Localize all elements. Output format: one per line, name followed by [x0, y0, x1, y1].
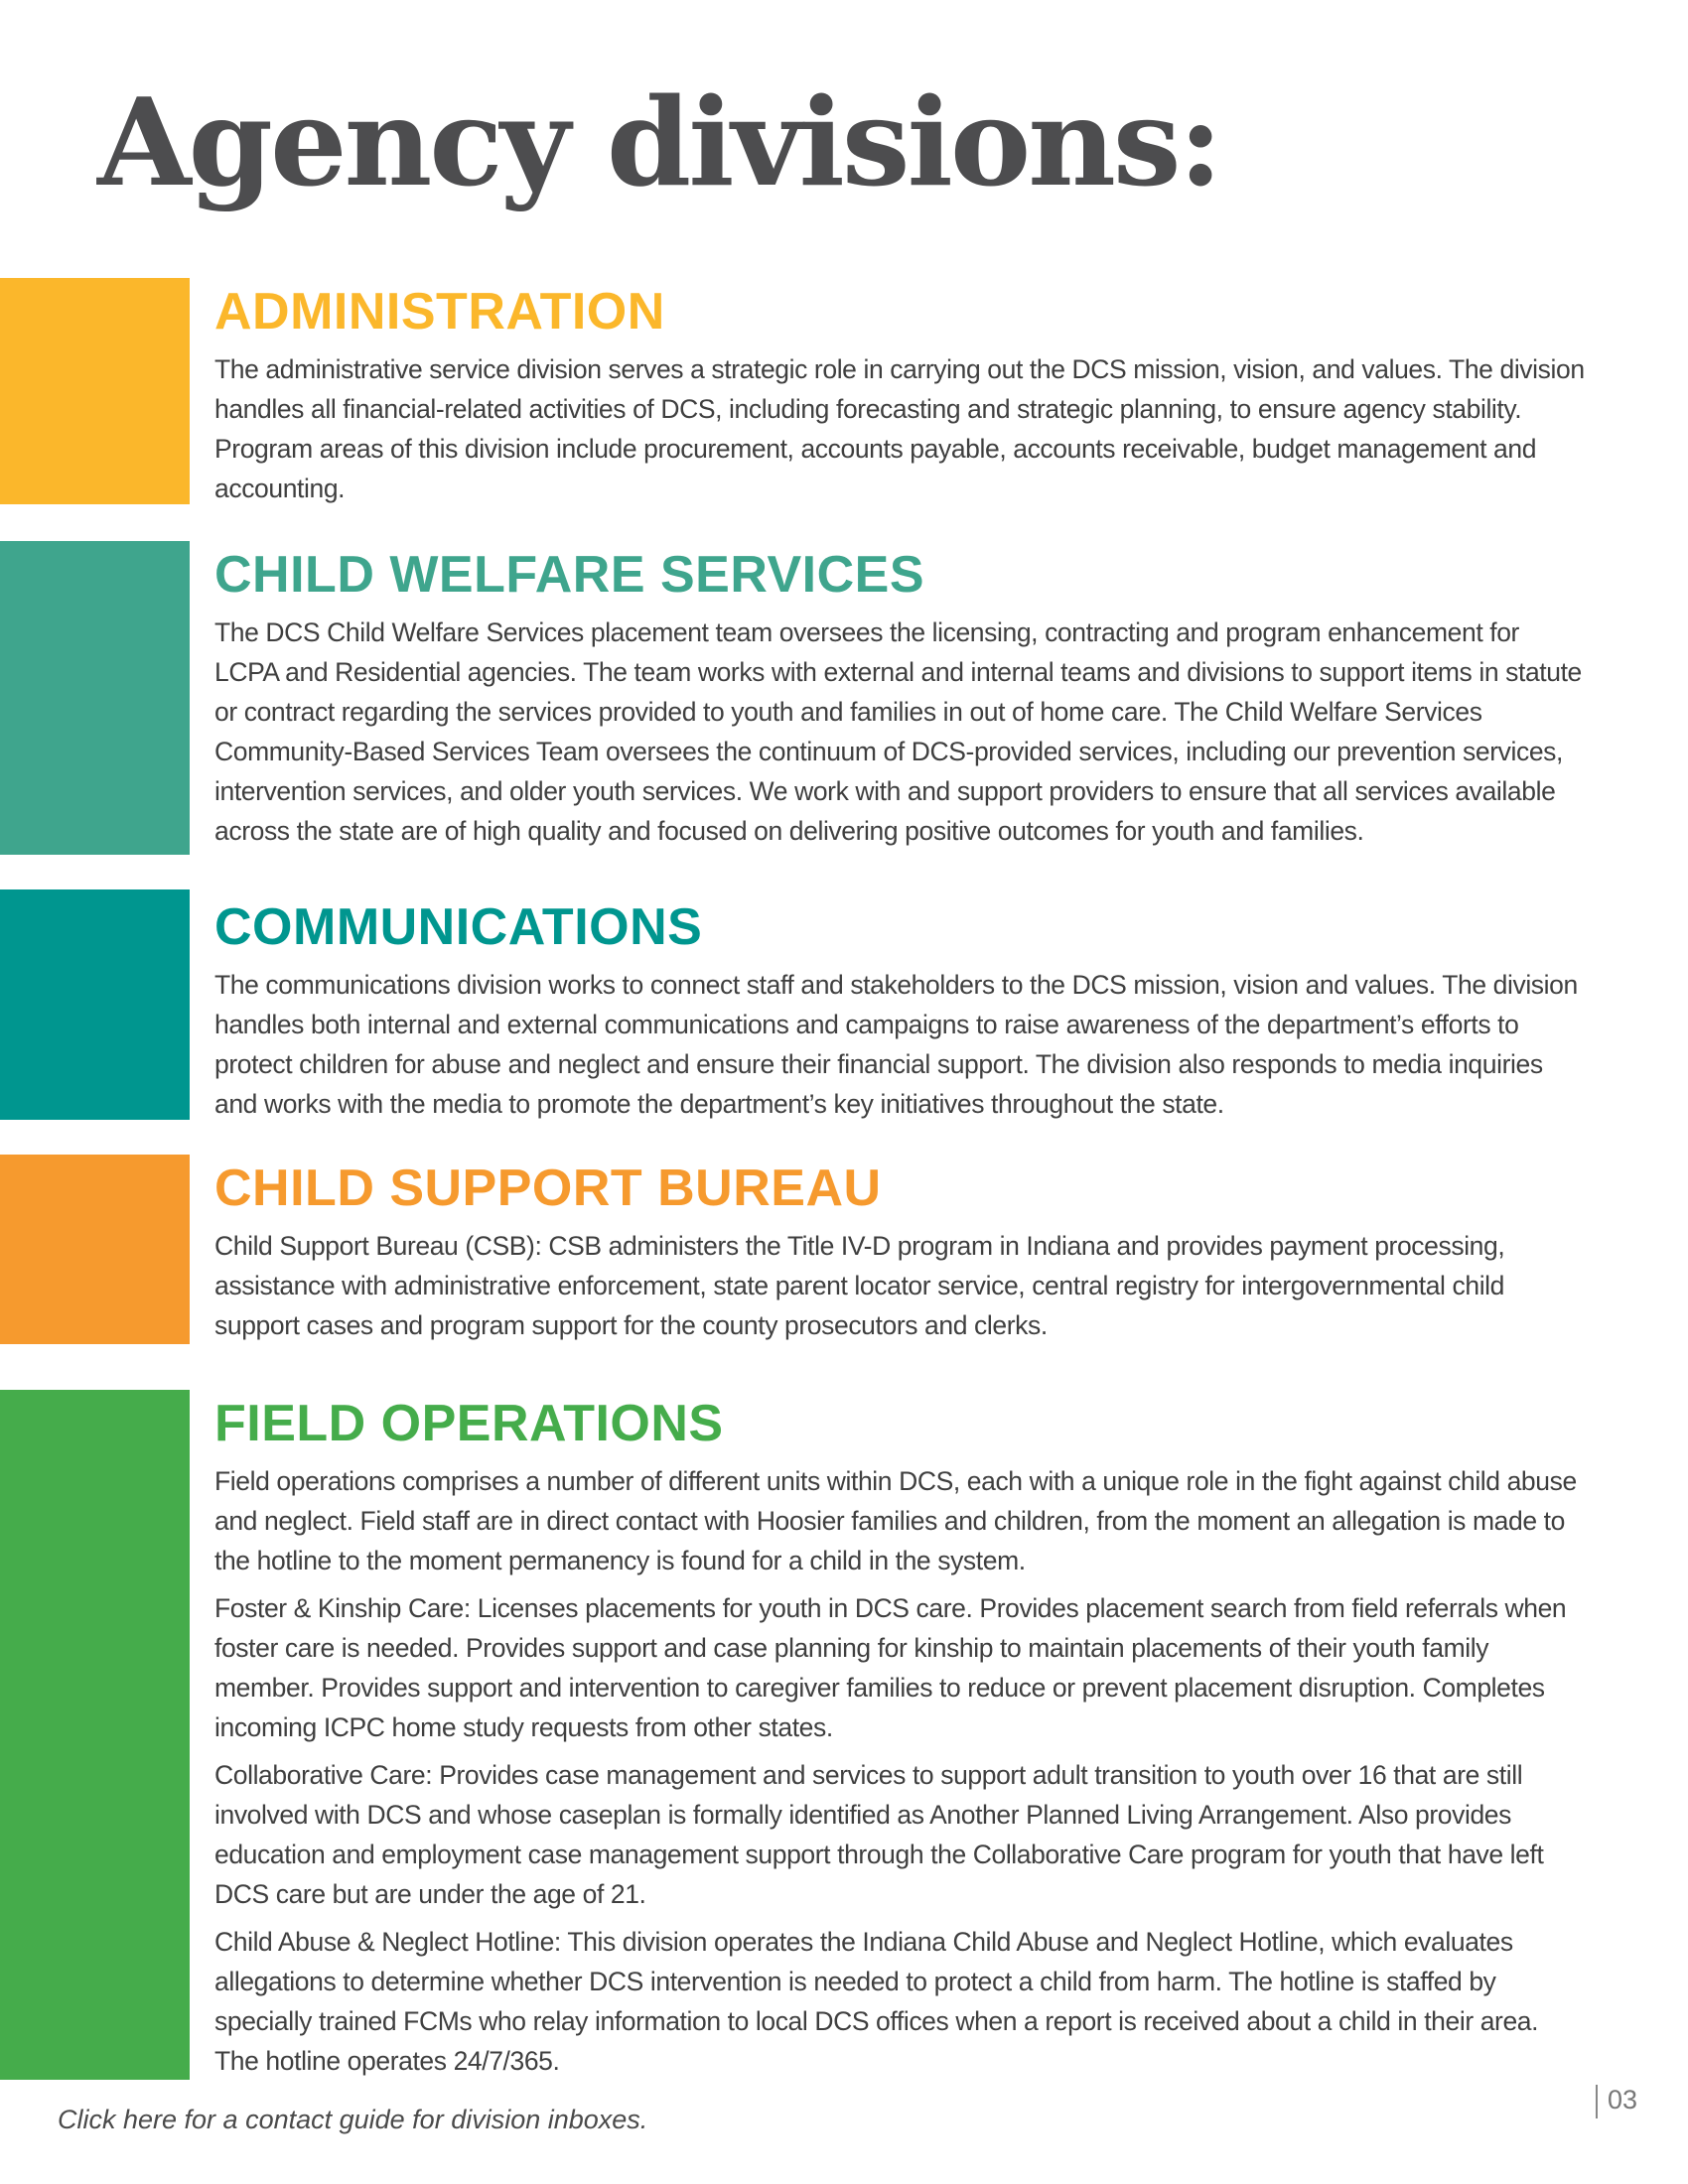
section-content [214, 546, 1585, 851]
color-bar [0, 889, 190, 1120]
color-bar [0, 541, 190, 855]
section-content [214, 898, 1585, 1124]
section-field-operations [0, 1390, 1688, 2080]
color-bar [0, 1155, 190, 1344]
section-content [214, 1395, 1585, 2081]
section-heading: FIELD OPERATIONS [214, 1395, 724, 1452]
section-heading: ADMINISTRATION [214, 283, 665, 341]
section-paragraph: The communications division works to connect staff and stakeholders to the DCS mission, vision and values. The division handles both internal and external communications and campaigns to raise awareness of the department’s efforts to protect children for abuse and neglect and ensure their financial support. The division also responds to media inquiries and works with the media to promote the department’s key initiatives throughout the state. [214, 970, 1578, 1119]
section-paragraph: Child Support Bureau (CSB): CSB administers the Title IV-D program in Indiana and provides payment processing, assistance with administrative enforcement, state parent locator service, central registry for intergovernmental child support cases and program support for the county prosecutors and clerks. [214, 1231, 1505, 1340]
page-number-divider [1596, 2085, 1598, 2118]
section-heading: CHILD SUPPORT BUREAU [214, 1160, 882, 1217]
section-paragraph: The administrative service division serves a strategic role in carrying out the DCS mission, vision, and values. The division handles all financial-related activities of DCS, including forecasting and strategic planning, to ensure agency stability. Program areas of this division include procurement, accounts payable, accounts receivable, budget management and accounting. [214, 354, 1585, 503]
color-bar [0, 278, 190, 504]
section-heading: COMMUNICATIONS [214, 898, 703, 956]
section-content [214, 283, 1585, 508]
section-heading: CHILD WELFARE SERVICES [214, 546, 925, 604]
section-paragraph: The DCS Child Welfare Services placement team oversees the licensing, contracting and program enhancement for LCPA and Residential agencies. The team works with external and internal teams and divisions to support items in statute or contract regarding the services provided to youth and families in out of home care. The Child Welfare Services Community-Based Services Team oversees the continuum of DCS-provided services, including our prevention services, intervention services, and older youth services. We work with and support providers to ensure that all services available across the state are of high quality and focused on delivering positive outcomes for youth and families. [214, 617, 1582, 846]
section-paragraph: Child Abuse & Neglect Hotline: This division operates the Indiana Child Abuse and Neglect Hotline, which evaluates allegations to determine whether DCS intervention is needed to protect a child from harm. The hotline is staffed by specially trained FCMs who relay information to local DCS offices when a report is received about a child in their area. The hotline operates 24/7/365. [214, 1927, 1539, 2076]
contact-guide-link[interactable]: Click here for a contact guide for division inboxes. [58, 2105, 648, 2134]
section-child-support-bureau [0, 1155, 1688, 1344]
section-administration [0, 278, 1688, 504]
section-content [214, 1162, 1585, 1345]
page-number-text: 03 [1608, 2085, 1638, 2116]
section-paragraph: Collaborative Care: Provides case management and services to support adult transition to youth over 16 that are still involved with DCS and whose caseplan is formally identified as Another Planned Living Arrangement. Also provides education and employment case management support through the Collaborative Care program for youth that have left DCS care but are under the age of 21. [214, 1760, 1544, 1909]
section-communications [0, 889, 1688, 1120]
color-bar [0, 1390, 190, 2080]
page-number [1596, 2085, 1637, 2118]
section-paragraph: Field operations comprises a number of different units within DCS, each with a unique role in the fight against child abuse and neglect. Field staff are in direct contact with Hoosier families and children, from the moment an allegation is made to the hotline to the moment permanency is found for a child in the system. [214, 1466, 1577, 1575]
section-paragraph: Foster & Kinship Care: Licenses placements for youth in DCS care. Provides placement search from field referrals when foster care is needed. Provides support and case planning for kinship to maintain placements of their youth family member. Provides support and intervention to caregiver families to reduce or prevent placement disruption. Completes incoming ICPC home study requests from other states. [214, 1593, 1567, 1742]
page-title: Agency divisions: [97, 70, 1220, 213]
section-child-welfare-services [0, 541, 1688, 855]
